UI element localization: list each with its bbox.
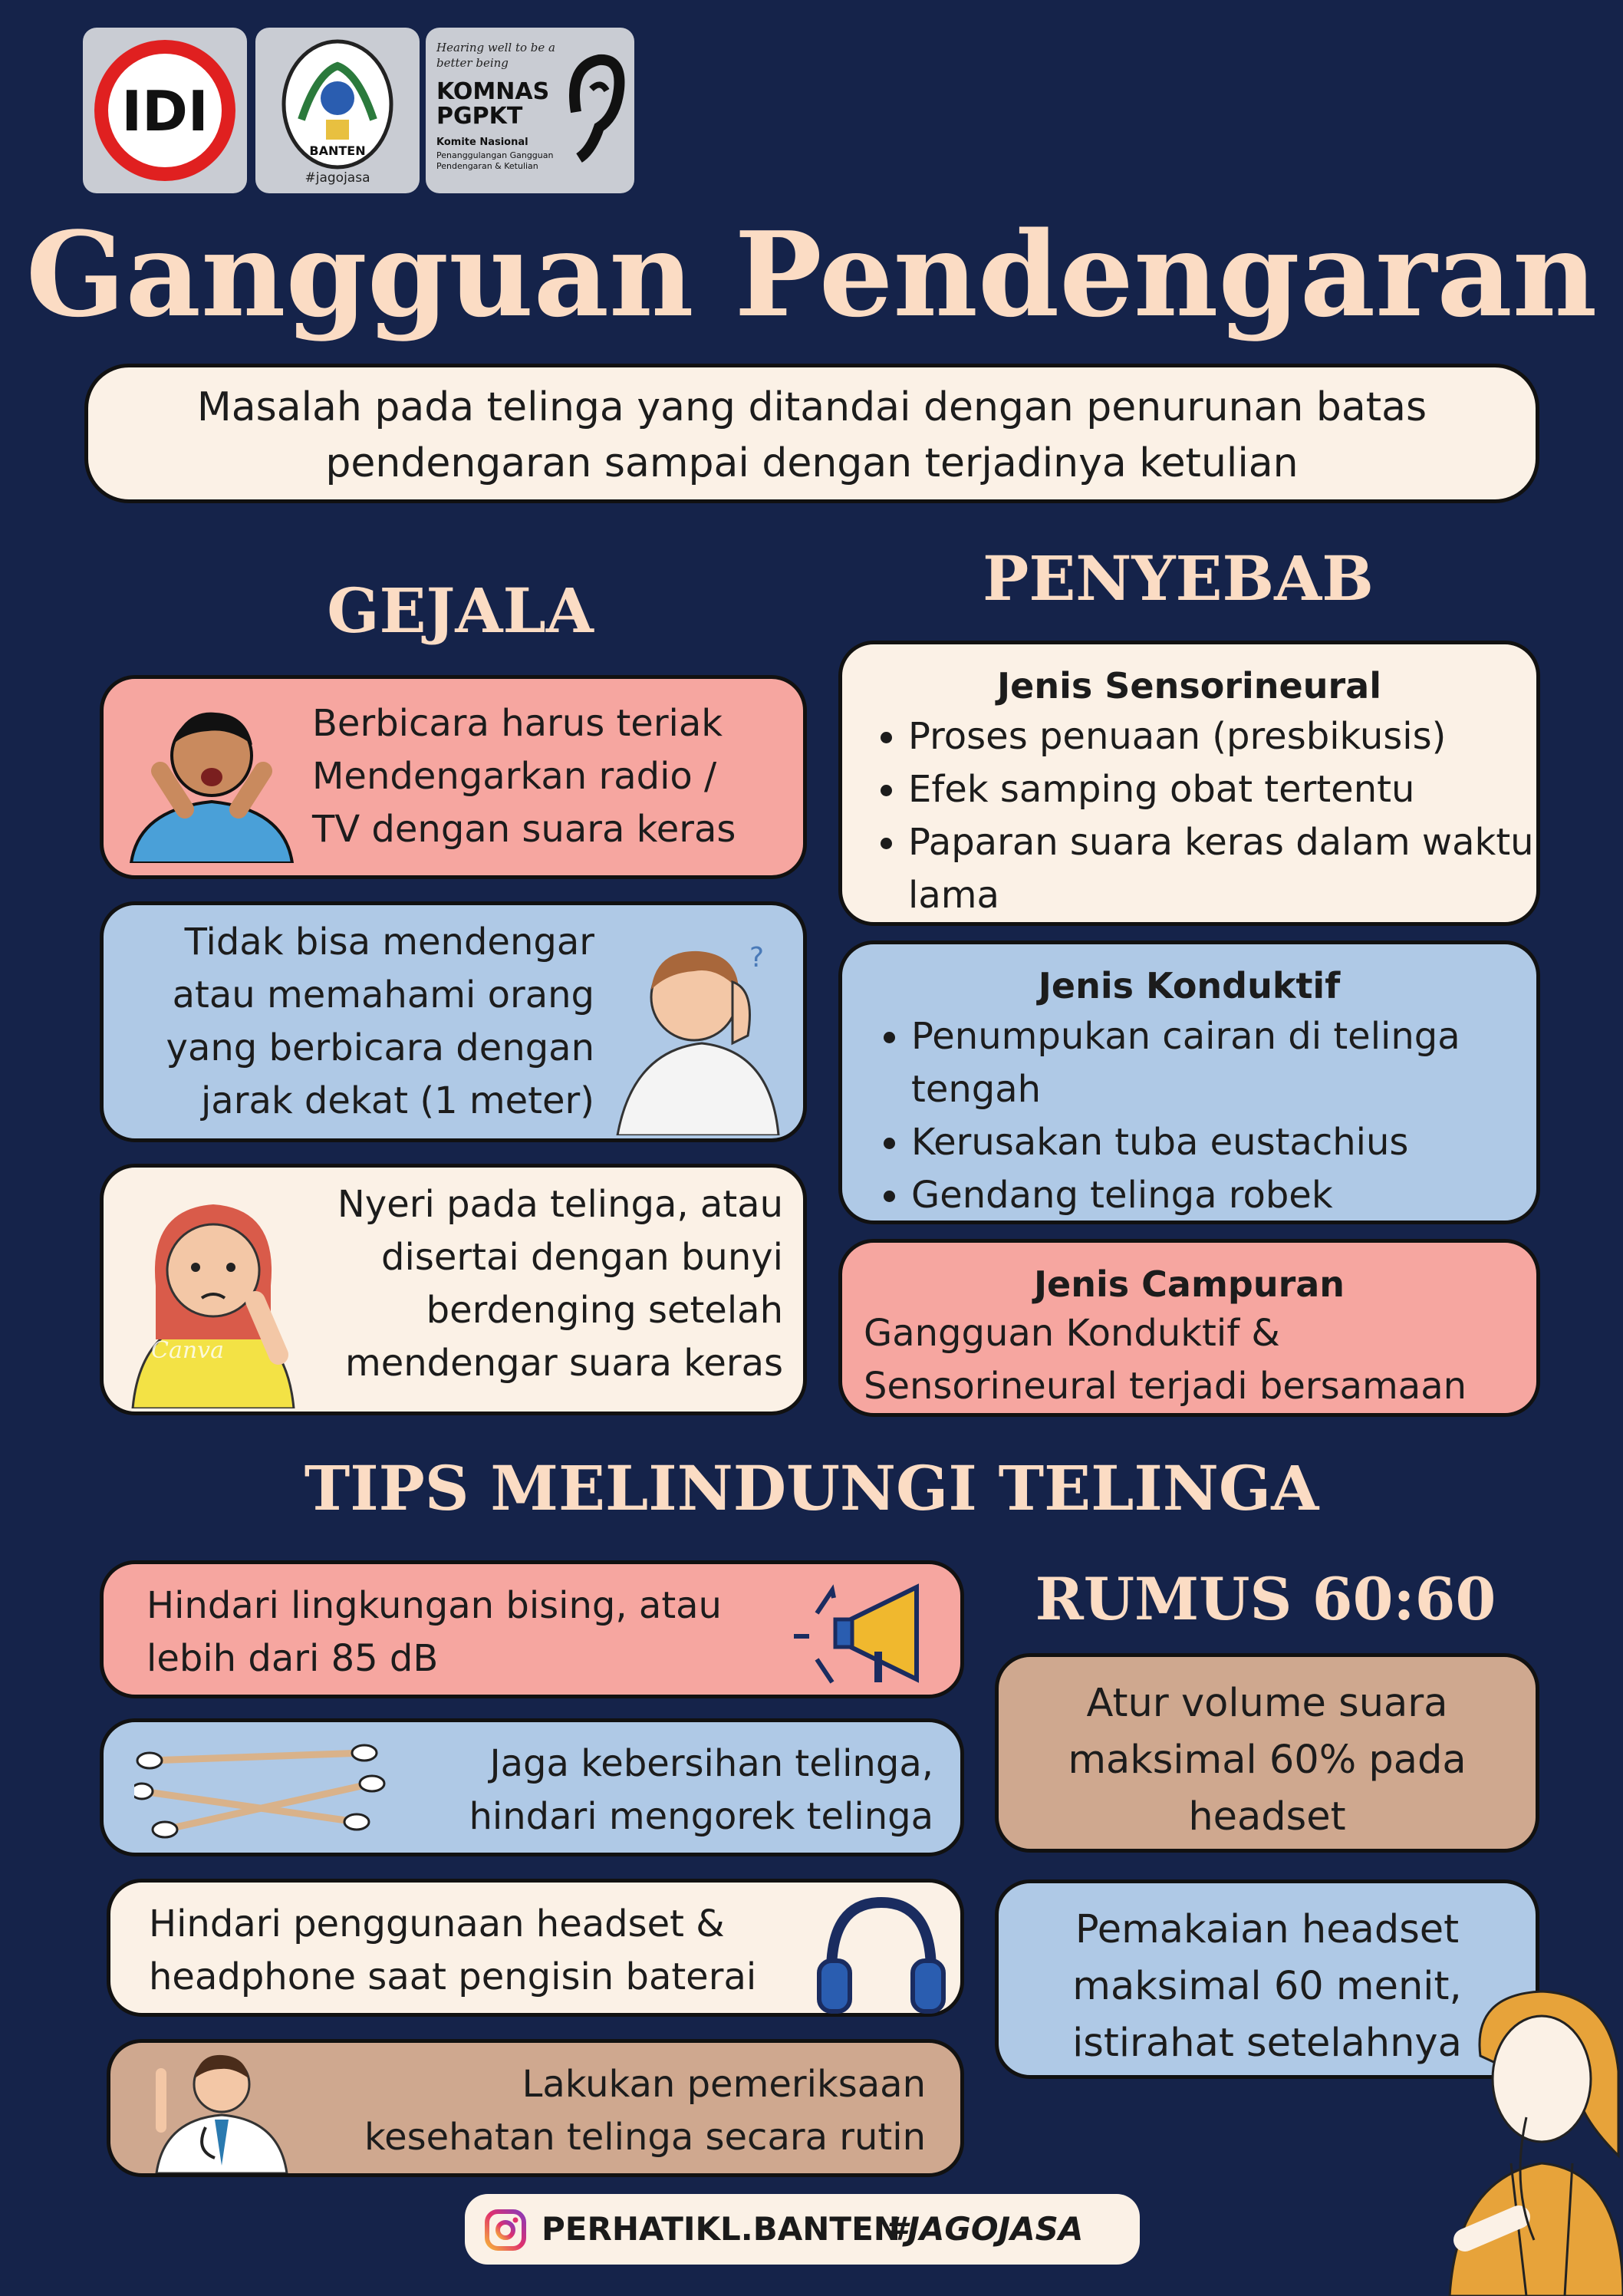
- rumus-1-line-1: Atur volume suara: [1086, 1681, 1448, 1726]
- tip-card-4: [107, 2039, 964, 2177]
- gejala-3-line-3: berdenging setelah: [426, 1289, 783, 1332]
- ear-icon: [561, 43, 625, 181]
- campuran-line-1: Gangguan Konduktif &: [864, 1312, 1280, 1355]
- komnas-title-2: PGPKT: [436, 103, 523, 130]
- gejala-2-line-1: Tidak bisa mendengar: [184, 921, 594, 964]
- svg-text:?: ?: [749, 942, 765, 973]
- svg-text:Canva: Canva: [151, 1337, 224, 1364]
- komnas-sub-2: Penanggulangan Gangguan Pendengaran & Ketulian: [436, 150, 554, 171]
- sensorineural-list: [873, 710, 1545, 922]
- campuran-title: Jenis Campuran: [1033, 1263, 1345, 1305]
- gejala-3-line-2: disertai dengan bunyi: [381, 1236, 783, 1279]
- gejala-3-line-1: Nyeri pada telinga, atau: [337, 1183, 783, 1226]
- campuran-line-2: Sensorineural terjadi bersamaan: [864, 1365, 1467, 1408]
- listening-person-icon: [610, 936, 786, 1135]
- gejala-2-line-4: jarak dekat (1 meter): [200, 1079, 594, 1122]
- banten-emblem-icon: [255, 28, 420, 193]
- shouting-person-icon: [123, 694, 300, 863]
- konduktif-card: [838, 940, 1540, 1224]
- sensorineural-item: • Efek samping obat tertentu: [908, 763, 1545, 816]
- tip-4-line-2: kesehatan telinga secara rutin: [364, 2116, 926, 2159]
- sensorineural-card: [838, 641, 1540, 926]
- svg-text:BANTEN: BANTEN: [309, 143, 366, 158]
- gejala-2-line-2: atau memahami orang: [172, 973, 594, 1016]
- rumus-1-line-2: maksimal 60% pada: [1068, 1738, 1467, 1783]
- rumus-2-line-2: maksimal 60 menit,: [1072, 1964, 1462, 2009]
- sensorineural-title: Jenis Sensorineural: [997, 665, 1381, 707]
- komnas-title-1: KOMNAS: [436, 78, 550, 105]
- tip-2-line-1: Jaga kebersihan telinga,: [489, 1742, 933, 1785]
- hashtag[interactable]: #JAGOJASA: [885, 2210, 1084, 2248]
- tip-card-1: [100, 1560, 964, 1698]
- penyebab-heading: PENYEBAB: [983, 542, 1374, 614]
- gejala-3-line-4: mendengar suara keras: [344, 1342, 783, 1385]
- gejala-card-1: [100, 675, 807, 879]
- gejala-card-3: [100, 1164, 807, 1415]
- gejala-1-line-3: TV dengan suara keras: [312, 808, 736, 851]
- megaphone-icon: [786, 1575, 955, 1690]
- gejala-2-line-3: yang berbicara dengan: [166, 1026, 594, 1069]
- tip-card-2: [100, 1718, 964, 1856]
- sensorineural-item: • Paparan suara keras dalam waktu lama: [908, 816, 1545, 922]
- konduktif-item: • Penumpukan cairan di telinga tengah: [911, 1010, 1548, 1116]
- komnas-logo: [426, 28, 634, 193]
- person-with-earphones-illustration: [1434, 1987, 1623, 2296]
- tip-2-line-2: hindari mengorek telinga: [469, 1795, 933, 1838]
- footer-bar: [465, 2194, 1140, 2265]
- rumus-2-line-3: istirahat setelahnya: [1072, 2021, 1462, 2066]
- gejala-heading: GEJALA: [327, 575, 594, 647]
- definition-line-2: pendengaran sampai dengan terjadinya ketulian: [325, 440, 1299, 486]
- konduktif-item: • Gendang telinga robek: [911, 1169, 1548, 1222]
- tips-heading: TIPS MELINDUNGI TELINGA: [304, 1452, 1319, 1524]
- komnas-slogan: Hearing well to be a better being: [436, 41, 555, 70]
- tip-card-3: [107, 1879, 964, 2017]
- page-title: Gangguan Pendengaran: [25, 206, 1598, 343]
- idi-logo-icon: [83, 28, 247, 193]
- konduktif-list: [876, 1010, 1548, 1222]
- sensorineural-item: • Proses penuaan (presbikusis): [908, 710, 1545, 763]
- konduktif-title: Jenis Konduktif: [1038, 965, 1341, 1006]
- banten-logo: [255, 28, 420, 193]
- komnas-sub-1: Komite Nasional: [436, 137, 528, 148]
- gejala-1-line-2: Mendengarkan radio /: [312, 755, 717, 798]
- gejala-card-2: [100, 901, 807, 1142]
- tip-3-line-2: headphone saat pengisin baterai: [149, 1955, 757, 1998]
- definition-line-1: Masalah pada telinga yang ditandai dengan penurunan batas: [196, 384, 1427, 430]
- rumus-1-line-3: headset: [1188, 1794, 1346, 1840]
- konduktif-item: • Kerusakan tuba eustachius: [911, 1116, 1548, 1169]
- tip-4-line-1: Lakukan pemeriksaan: [522, 2063, 926, 2106]
- svg-text:IDI: IDI: [121, 79, 209, 143]
- instagram-handle[interactable]: PERHATIKL.BANTEN: [542, 2210, 900, 2248]
- tip-1-line-2: lebih dari 85 dB: [146, 1637, 439, 1680]
- rumus-heading: RUMUS 60:60: [1035, 1565, 1496, 1633]
- gejala-1-line-1: Berbicara harus teriak: [312, 702, 723, 745]
- logo-caption: #jagojasa: [305, 170, 370, 186]
- headphones-icon: [808, 1887, 954, 2018]
- rumus-card-1: [995, 1653, 1539, 1853]
- tip-1-line-1: Hindari lingkungan bising, atau: [146, 1584, 722, 1627]
- rumus-2-line-1: Pemakaian headset: [1075, 1907, 1460, 1952]
- campuran-card: [838, 1239, 1540, 1417]
- definition-card: [84, 364, 1539, 503]
- instagram-icon[interactable]: [485, 2209, 526, 2251]
- tip-3-line-1: Hindari penggunaan headset &: [149, 1902, 725, 1945]
- idi-logo: [83, 28, 247, 193]
